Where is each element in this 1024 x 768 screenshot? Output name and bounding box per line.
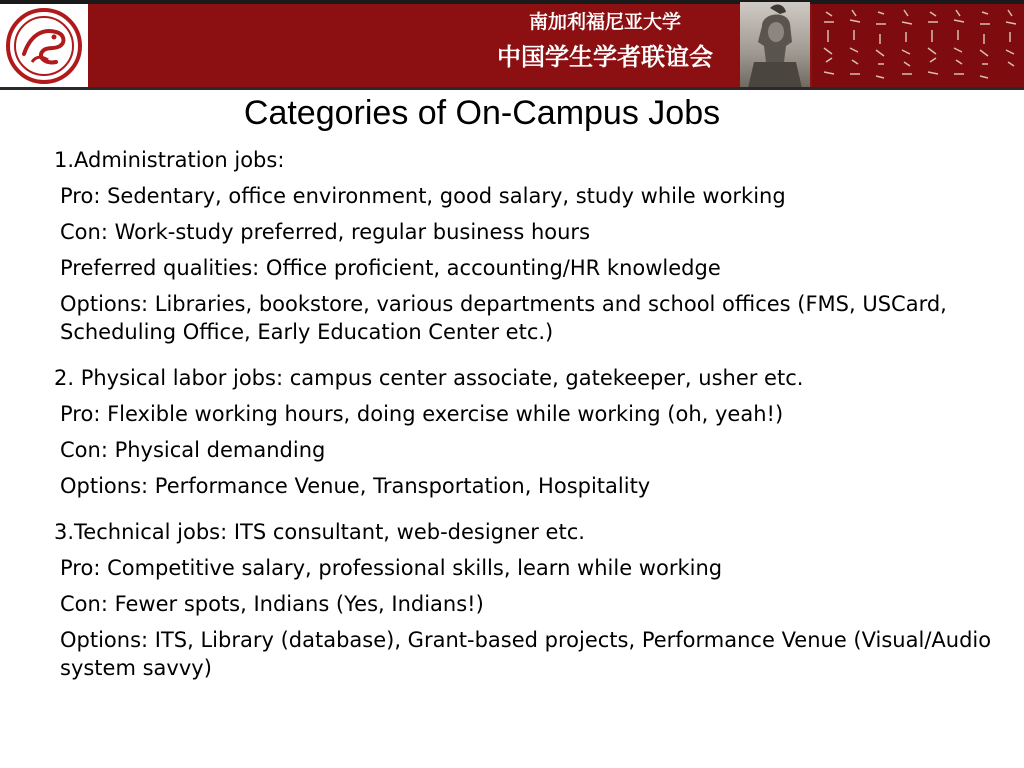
list-item: Con: Work-study preferred, regular business hours xyxy=(60,220,591,244)
section-heading: 2. Physical labor jobs: campus center associate, gatekeeper, usher etc. xyxy=(54,366,804,390)
section-technical-jobs xyxy=(54,514,994,686)
calligraphy-decoration xyxy=(812,4,1024,88)
section-heading: 1.Administration jobs: xyxy=(54,148,285,172)
trojan-statue-image xyxy=(740,2,810,88)
association-name xyxy=(480,8,730,74)
section-administration-jobs xyxy=(54,142,994,350)
list-item: Options: ITS, Library (database), Grant-based projects, Performance Venue (Visual/Audio system savvy) xyxy=(60,628,992,680)
job-categories-list xyxy=(54,142,994,696)
list-item: Preferred qualities: Office proficient, accounting/HR knowledge xyxy=(60,256,721,280)
banner-line-1: 南加利福尼亚大学 xyxy=(528,11,681,33)
list-item: Con: Fewer spots, Indians (Yes, Indians!) xyxy=(60,592,484,616)
list-item: Options: Libraries, bookstore, various departments and school offices (FMS, USCard, Scheduling Office, Early Education Center etc.) xyxy=(60,292,947,344)
banner-line-2: 中国学生学者联谊会 xyxy=(497,43,713,71)
slide-title: Categories of On-Campus Jobs xyxy=(243,94,721,132)
section-physical-labor-jobs xyxy=(54,360,994,504)
dragon-logo-icon xyxy=(2,6,86,86)
association-logo xyxy=(0,4,88,88)
header-banner xyxy=(0,0,1024,90)
list-item: Con: Physical demanding xyxy=(60,438,326,462)
list-item: Pro: Competitive salary, professional skills, learn while working xyxy=(60,556,723,580)
list-item: Options: Performance Venue, Transportation, Hospitality xyxy=(60,474,651,498)
list-item: Pro: Flexible working hours, doing exercise while working (oh, yeah!) xyxy=(60,402,784,426)
calligraphy-icon xyxy=(812,4,1024,88)
section-heading: 3.Technical jobs: ITS consultant, web-designer etc. xyxy=(54,520,585,544)
trojan-statue-icon xyxy=(740,2,810,88)
list-item: Pro: Sedentary, office environment, good salary, study while working xyxy=(60,184,786,208)
